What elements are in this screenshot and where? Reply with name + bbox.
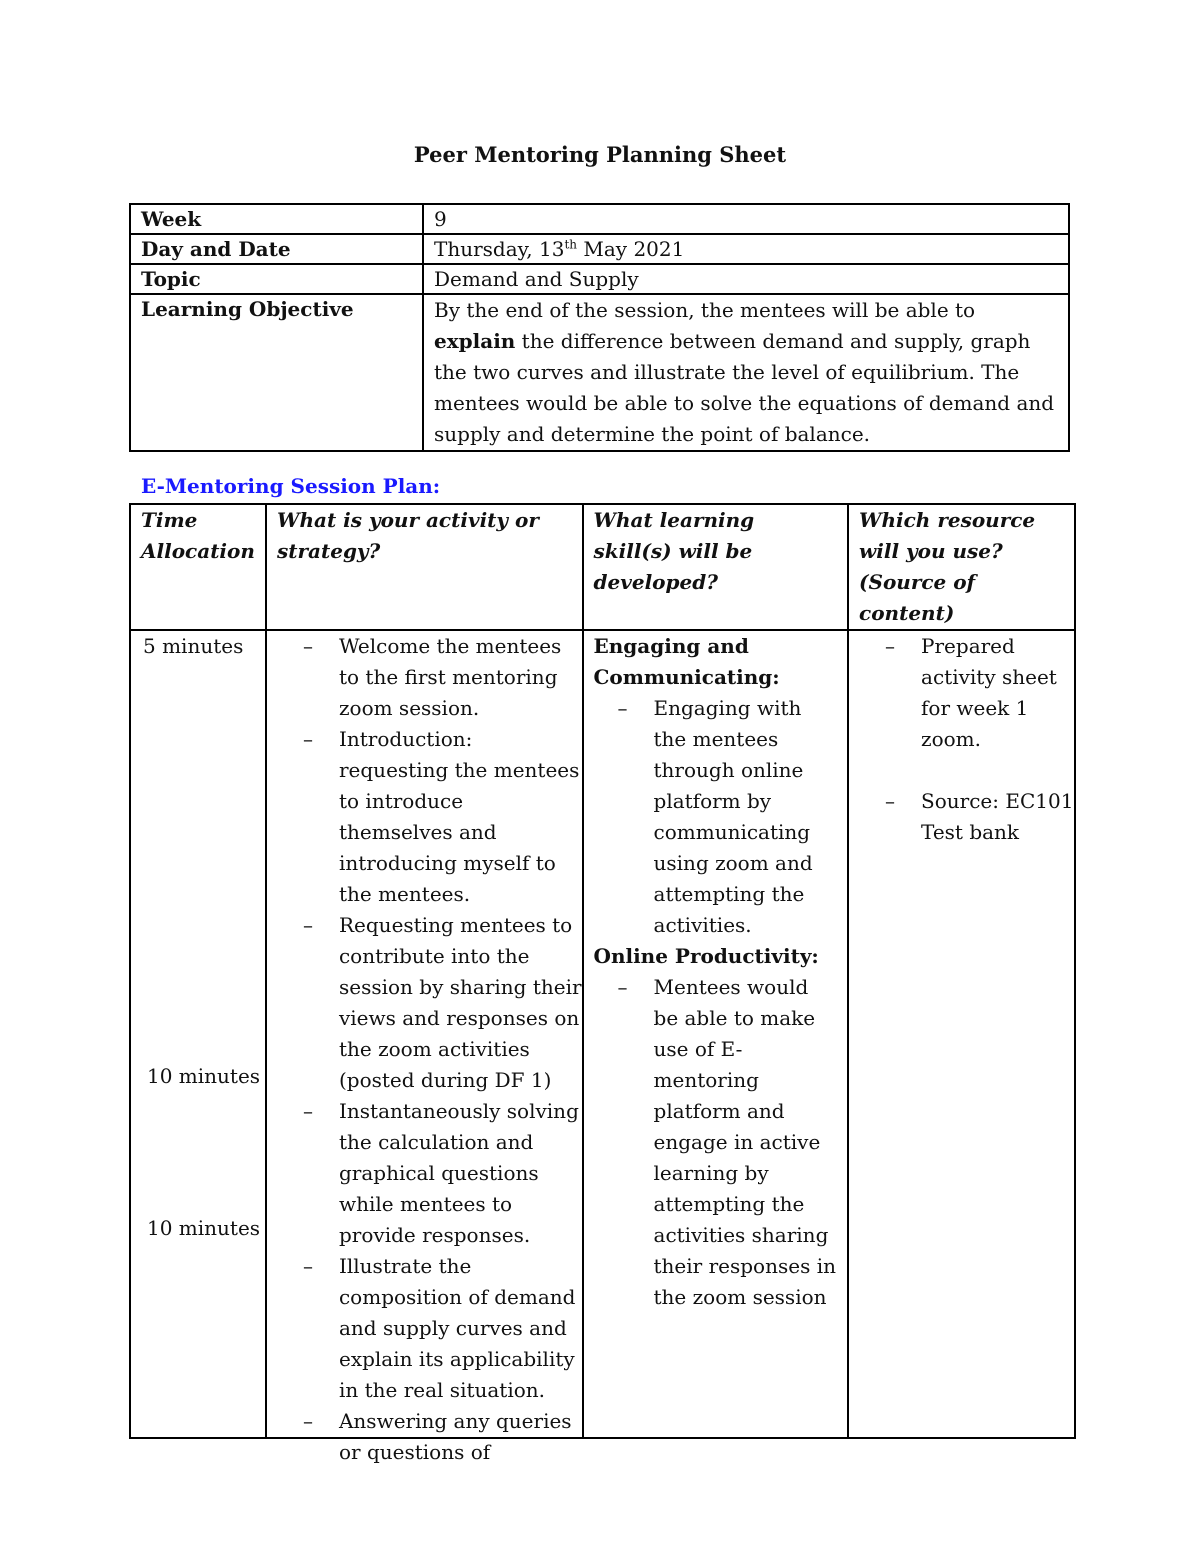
objective-text-pre: By the end of the session, the mentees will be able to bbox=[434, 298, 976, 322]
time-entry: 5 minutes bbox=[143, 634, 244, 658]
session-plan-table bbox=[129, 503, 1076, 1464]
header-resource-line1: Which resource will you use? bbox=[859, 508, 1036, 563]
time-cell bbox=[130, 630, 266, 1438]
skill-heading: Engaging and Communicating: bbox=[593, 634, 780, 689]
resource-cell bbox=[848, 630, 1075, 1438]
list-item: – Requesting mentees to contribute into the session by sharing their views and responses on the zoom activities (posted during DF 1) bbox=[267, 910, 582, 1096]
resource-list bbox=[849, 786, 1074, 848]
objective-value bbox=[423, 294, 1069, 451]
activity-list bbox=[267, 631, 582, 1468]
skill-list bbox=[594, 972, 838, 1313]
resource-list bbox=[849, 631, 1074, 755]
time-entry: 10 minutes bbox=[147, 1064, 261, 1088]
list-item: – Prepared activity sheet for week 1 zoom. bbox=[849, 631, 1074, 755]
time-entry: 10 minutes bbox=[147, 1216, 261, 1240]
list-item: – Mentees would be able to make use of E-mentoring platform and engage in active learning by attempting the activities sharing their responses in the zoom session bbox=[594, 972, 838, 1313]
list-item: – Illustrate the composition of demand and supply curves and explain its applicability in the real situation. bbox=[267, 1251, 582, 1406]
list-item: – Answering any queries or questions of bbox=[267, 1406, 582, 1468]
table-row bbox=[130, 630, 1075, 1438]
header-resource bbox=[848, 504, 1075, 630]
week-label: Week bbox=[130, 204, 423, 234]
topic-value: Demand and Supply bbox=[423, 264, 1069, 294]
table-row bbox=[130, 234, 1069, 264]
header-resource-line2: (Source of content) bbox=[859, 570, 976, 625]
date-prefix: Thursday, 13 bbox=[434, 237, 565, 261]
header-activity: What is your activity or strategy? bbox=[266, 504, 583, 630]
page-title: Peer Mentoring Planning Sheet bbox=[413, 142, 787, 167]
skill-cell bbox=[583, 630, 849, 1438]
session-plan-heading: E-Mentoring Session Plan: bbox=[141, 474, 441, 498]
list-item: – Engaging with the mentees through online platform by communicating using zoom and attempting the activities. bbox=[594, 693, 838, 941]
topic-label: Topic bbox=[130, 264, 423, 294]
week-value: 9 bbox=[423, 204, 1069, 234]
list-item: – Introduction: requesting the mentees to introduce themselves and introducing myself to the mentees. bbox=[267, 724, 582, 910]
objective-text-bold: explain bbox=[434, 329, 516, 353]
skill-list bbox=[594, 693, 838, 941]
list-item: – Welcome the mentees to the first mentoring zoom session. bbox=[267, 631, 582, 724]
table-row bbox=[130, 294, 1069, 451]
header-time: Time Allocation bbox=[130, 504, 266, 630]
activity-clip bbox=[267, 631, 582, 1464]
info-table bbox=[129, 203, 1070, 452]
activity-cell bbox=[266, 630, 583, 1464]
objective-text-post: the difference between demand and supply, graph the two curves and illustrate the level of equilibrium. The mentees would be able to solve the equations of demand and supply and determine the point of balance. bbox=[434, 329, 1055, 446]
table-header-row bbox=[130, 504, 1075, 630]
skill-heading: Online Productivity: bbox=[593, 944, 819, 968]
list-item: – Instantaneously solving the calculation and graphical questions while mentees to provide responses. bbox=[267, 1096, 582, 1251]
table-row bbox=[130, 204, 1069, 234]
table-row bbox=[130, 264, 1069, 294]
date-sup: th bbox=[564, 237, 578, 252]
date-label: Day and Date bbox=[130, 234, 423, 264]
date-value bbox=[423, 234, 1069, 264]
objective-label: Learning Objective bbox=[130, 294, 423, 451]
list-item: – Source: EC101 Test bank bbox=[849, 786, 1074, 848]
header-skill: What learning skill(s) will be developed? bbox=[583, 504, 849, 630]
date-suffix: May 2021 bbox=[577, 237, 685, 261]
